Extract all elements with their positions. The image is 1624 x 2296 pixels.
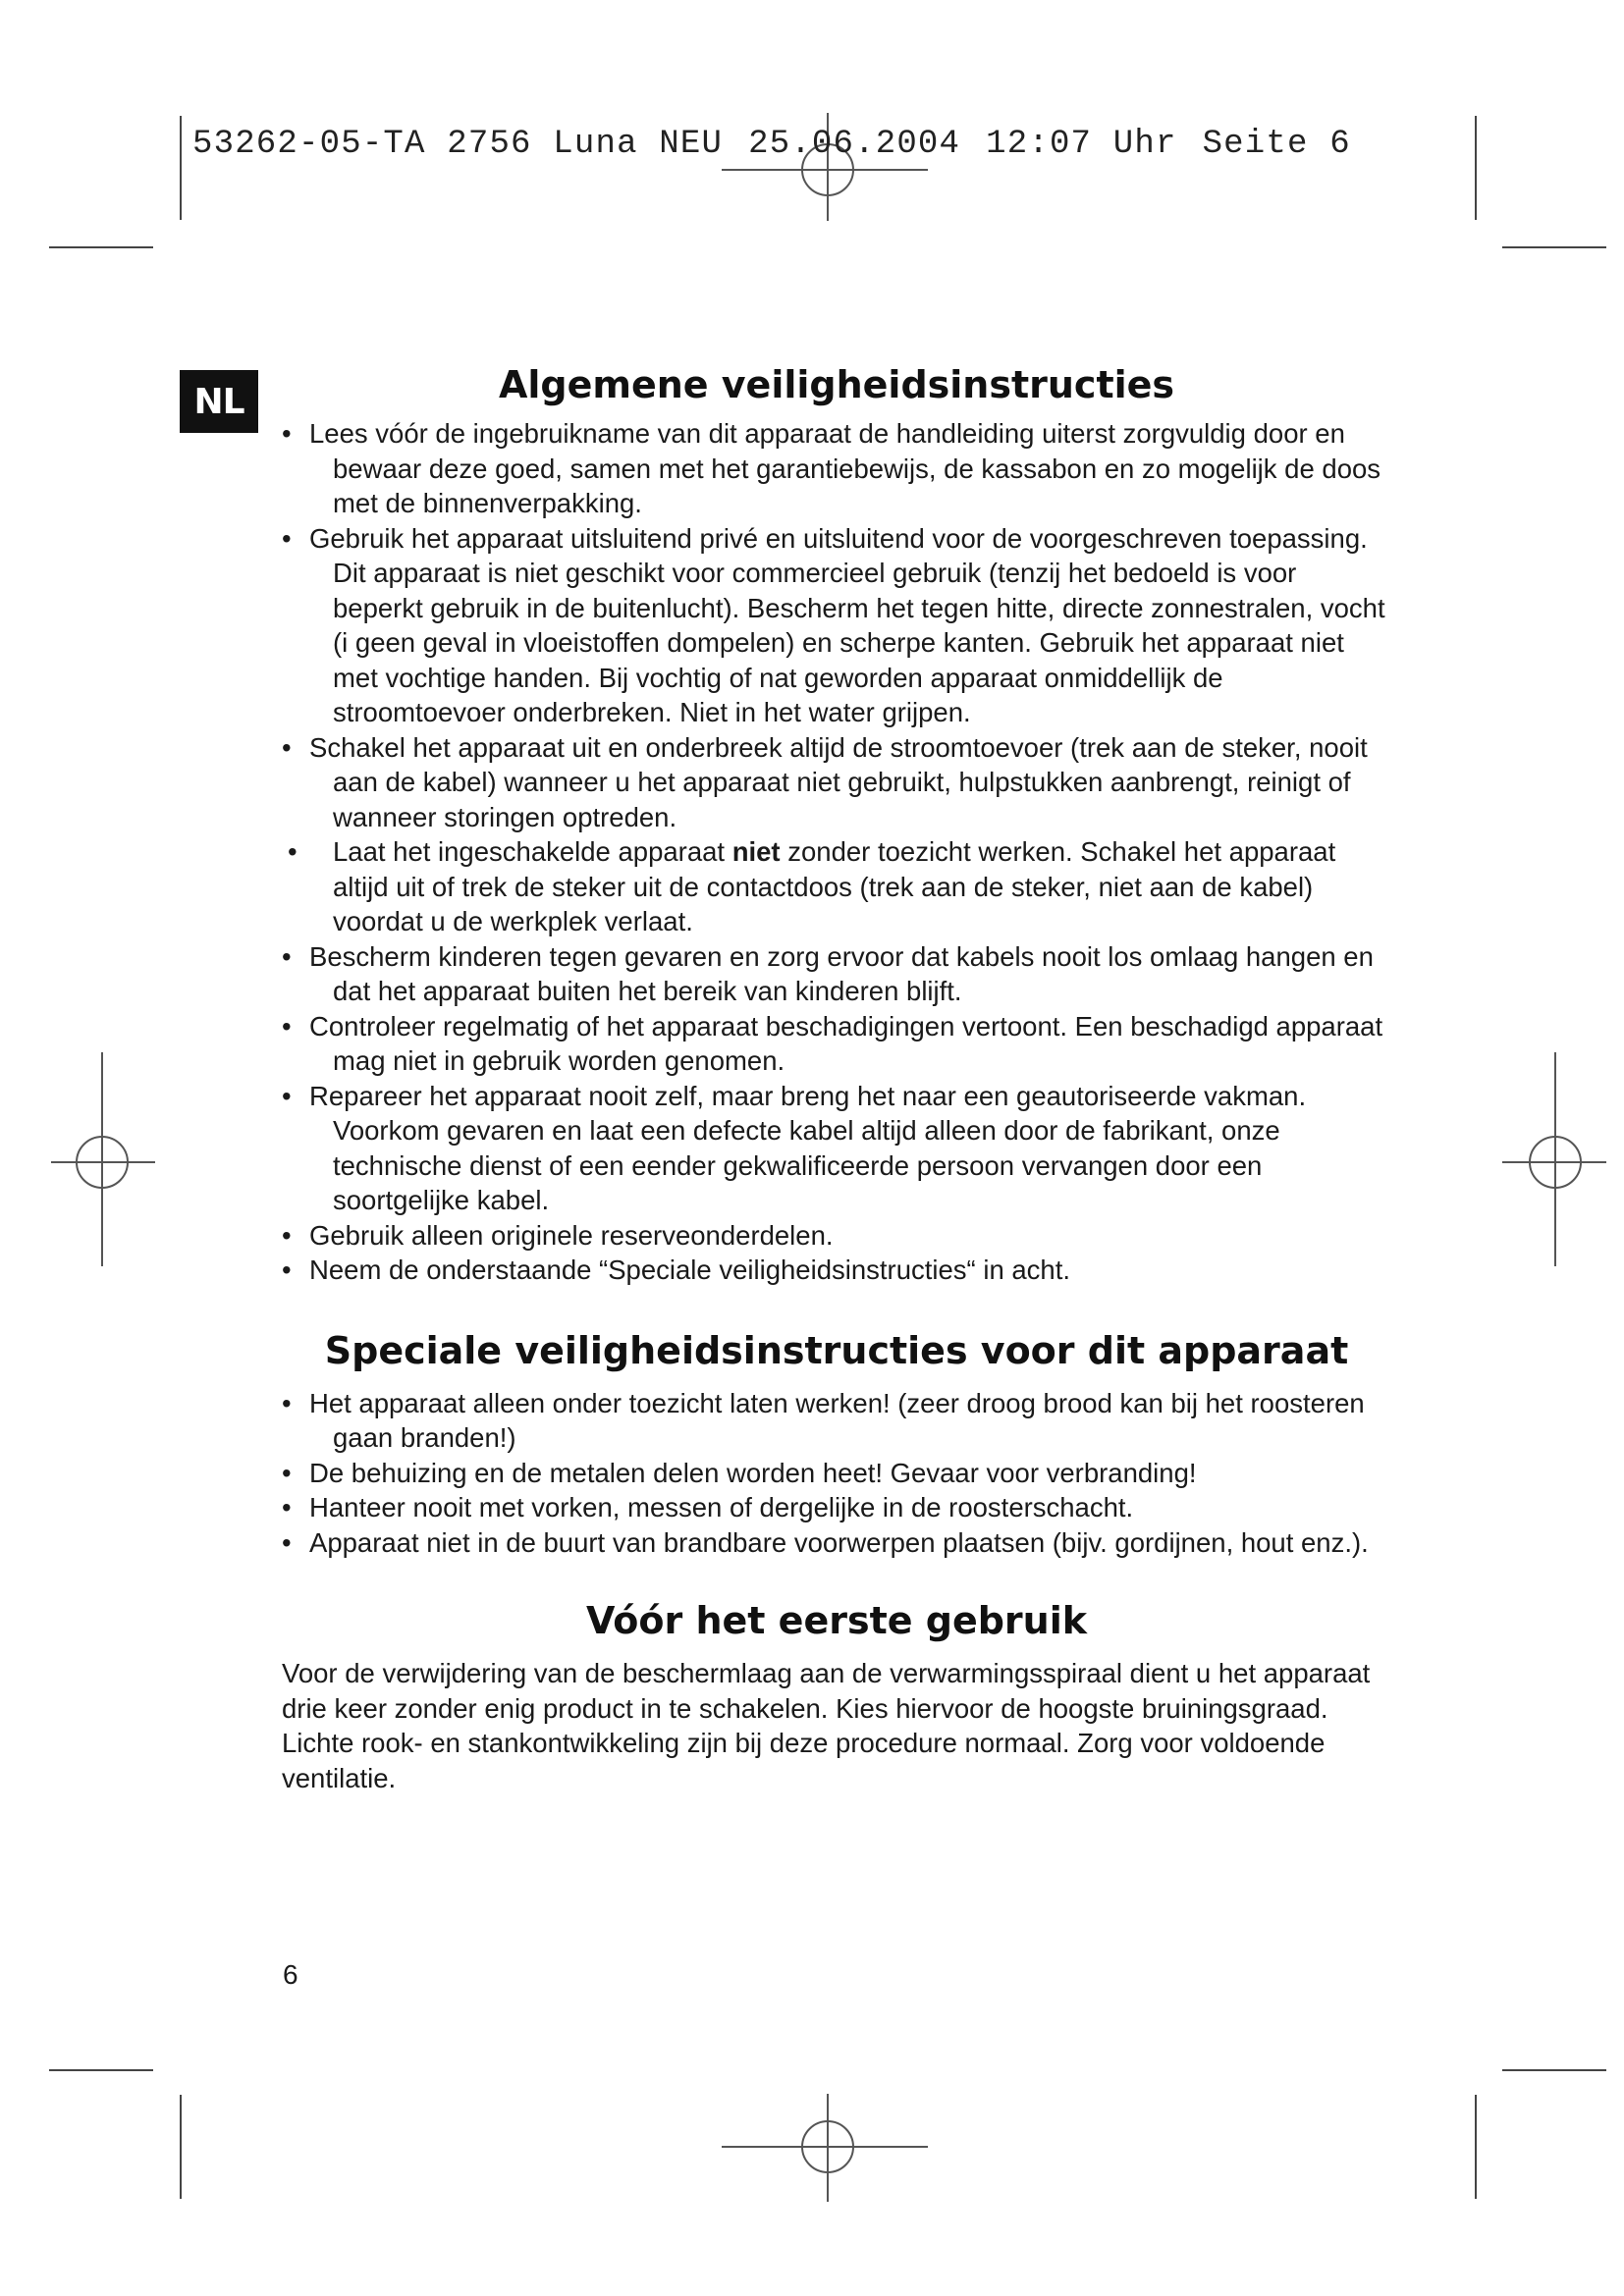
list-item: • Neem de onderstaande “Speciale veiligheidsinstructies“ in acht. [282, 1253, 1391, 1288]
slug-page: Seite 6 [1202, 126, 1351, 163]
general-safety-list [282, 416, 1391, 1288]
special-safety-list [282, 1386, 1391, 1561]
registration-mark-left-icon [47, 1052, 157, 1268]
list-item: • Controleer regelmatig of het apparaat beschadigingen vertoont. Een beschadigd apparaat mag niet in gebruik worden genomen. [282, 1009, 1391, 1079]
list-item: • De behuizing en de metalen delen worden heet! Gevaar voor verbranding! [282, 1456, 1391, 1491]
crop-mark-bottom-right-vertical [1475, 2095, 1477, 2199]
crop-mark-top-right-horizontal [1502, 246, 1606, 248]
crop-mark-top-left-horizontal [49, 246, 153, 248]
list-item: • Het apparaat alleen onder toezicht laten werken! (zeer droog brood kan bij het roosteren gaan branden!) [282, 1386, 1391, 1456]
list-item: • Laat het ingeschakelde apparaat niet zonder toezicht werken. Schakel het apparaat altijd uit of trek de steker uit de contactdoos (trek aan de steker, niet aan de kabel) voordat u de werkplek verlaat. [282, 834, 1391, 939]
registration-mark-bottom-icon [717, 2094, 933, 2204]
slug-time: 12:07 Uhr [986, 126, 1177, 163]
list-item: • Gebruik alleen originele reserveonderdelen. [282, 1218, 1391, 1254]
list-item: • Lees vóór de ingebruikname van dit apparaat de handleiding uiterst zorgvuldig door en bewaar deze goed, samen met het garantiebewijs, de kassabon en zo mogelijk de doos met de binnenverpakking. [282, 416, 1391, 521]
list-item: • Bescherm kinderen tegen gevaren en zorg ervoor dat kabels nooit los omlaag hangen en dat het apparaat buiten het bereik van kinderen blijft. [282, 939, 1391, 1009]
crop-mark-bottom-right-horizontal [1502, 2069, 1606, 2071]
crop-mark-bottom-left-vertical [180, 2095, 182, 2199]
crop-mark-top-right-vertical [1475, 116, 1477, 220]
special-safety-title: Speciale veiligheidsinstructies voor dit apparaat [324, 1328, 1349, 1372]
general-safety-title: Algemene veiligheidsinstructies [498, 363, 1175, 406]
slug-date: 25.06.2004 [748, 126, 961, 163]
print-slug-header [192, 126, 1351, 163]
list-item: • Schakel het apparaat uit en onderbreek altijd de stroomtoevoer (trek aan de steker, nooit aan de kabel) wanneer u het apparaat niet gebruikt, hulpstukken aanbrengt, reinigt of wanneer storingen optreden. [282, 730, 1391, 835]
page-number: 6 [283, 1959, 298, 1990]
emphasis-niet: niet [731, 836, 781, 867]
list-item: • Gebruik het apparaat uitsluitend privé en uitsluitend voor de voorgeschreven toepassing. Dit apparaat is niet geschikt voor commercieel gebruik (tenzij het bedoeld is voor beperkt gebruik in de buitenlucht). Bescherm het tegen hitte, directe zonnestralen, vocht (i geen geval in vloeistoffen dompelen) en scherpe kanten. Gebruik het apparaat niet met vochtige handen. Bij vochtig of nat geworden apparaat onmiddellijk de stroomtoevoer onderbreken. Niet in het water grijpen. [282, 521, 1391, 730]
page-content [282, 363, 1391, 1795]
list-item: • Hanteer nooit met vorken, messen of dergelijke in de roosterschacht. [282, 1490, 1391, 1525]
slug-file-id: 53262-05-TA 2756 Luna NEU [192, 126, 724, 163]
first-use-title: Vóór het eerste gebruik [585, 1599, 1088, 1642]
crop-mark-top-left-vertical [180, 116, 182, 220]
registration-mark-right-icon [1500, 1052, 1610, 1268]
crop-mark-bottom-left-horizontal [49, 2069, 153, 2071]
first-use-text: Voor de verwijdering van de beschermlaag aan de verwarmingsspiraal dient u het apparaat drie keer zonder enig product in te schakelen. Kies hiervoor de hoogste bruiningsgraad. Lichte rook- en stankontwikkeling zijn bij deze procedure normaal. Zorg voor voldoende ventilatie. [282, 1658, 1371, 1793]
list-item: • Repareer het apparaat nooit zelf, maar breng het naar een geautoriseerde vakman. Voorkom gevaren en laat een defecte kabel altijd alleen door de fabrikant, onze technische dienst of een eender gekwalificeerde persoon vervangen door een soortgelijke kabel. [282, 1079, 1391, 1218]
list-item: • Apparaat niet in de buurt van brandbare voorwerpen plaatsen (bijv. gordijnen, hout enz.). [282, 1525, 1391, 1561]
language-tab: NL [180, 370, 258, 433]
